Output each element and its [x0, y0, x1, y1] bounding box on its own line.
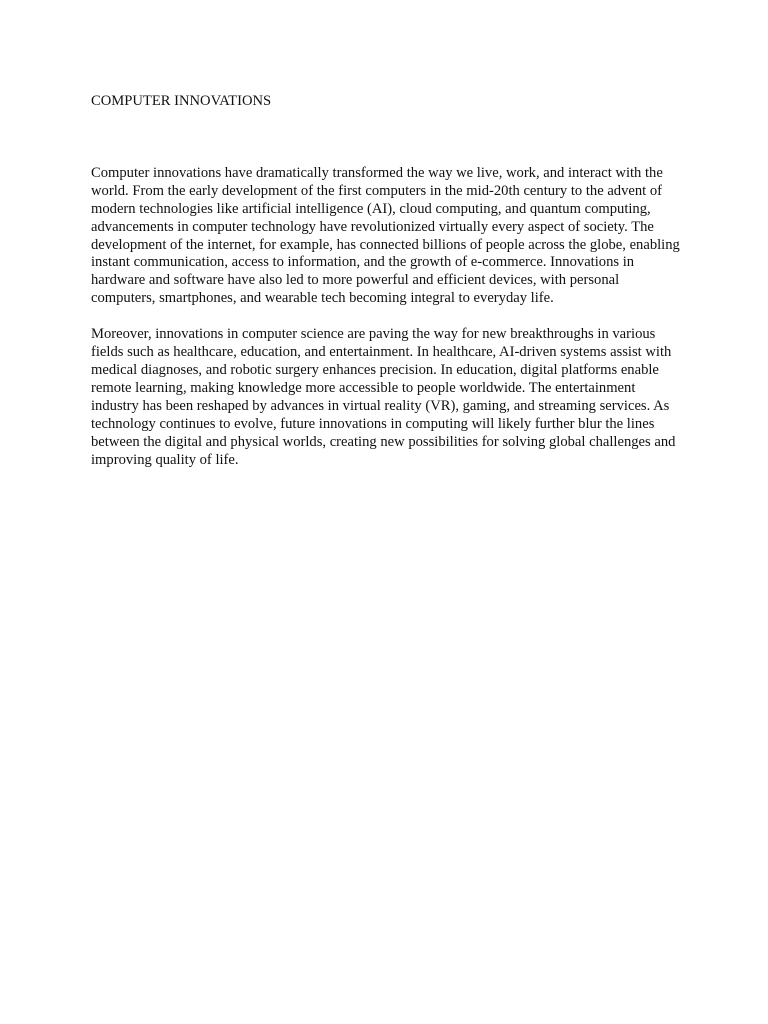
document-body	[91, 93, 683, 469]
paragraph-1: Computer innovations have dramatically transformed the way we live, work, and interact with the world. From the early development of the first computers in the mid-20th century to the advent of modern technologies like artificial intelligence (AI), cloud computing, and quantum computing, advancements in computer technology have revolutionized virtually every aspect of society. The development of the internet, for example, has connected billions of people across the globe, enabling instant communication, access to information, and the growth of e-commerce. Innovations in hardware and software have also led to more powerful and efficient devices, with personal computers, smartphones, and wearable tech becoming integral to everyday life.	[91, 164, 680, 307]
paragraph-2: Moreover, innovations in computer science are paving the way for new breakthroughs in various fields such as healthcare, education, and entertainment. In healthcare, AI-driven systems assist with medical diagnoses, and robotic surgery enhances precision. In education, digital platforms enable remote learning, making knowledge more accessible to people worldwide. The entertainment industry has been reshaped by advances in virtual reality (VR), gaming, and streaming services. As technology continues to evolve, future innovations in computing will likely further blur the lines between the digital and physical worlds, creating new possibilities for solving global challenges and improving quality of life.	[91, 326, 676, 468]
document-title: COMPUTER INNOVATIONS	[91, 93, 272, 109]
